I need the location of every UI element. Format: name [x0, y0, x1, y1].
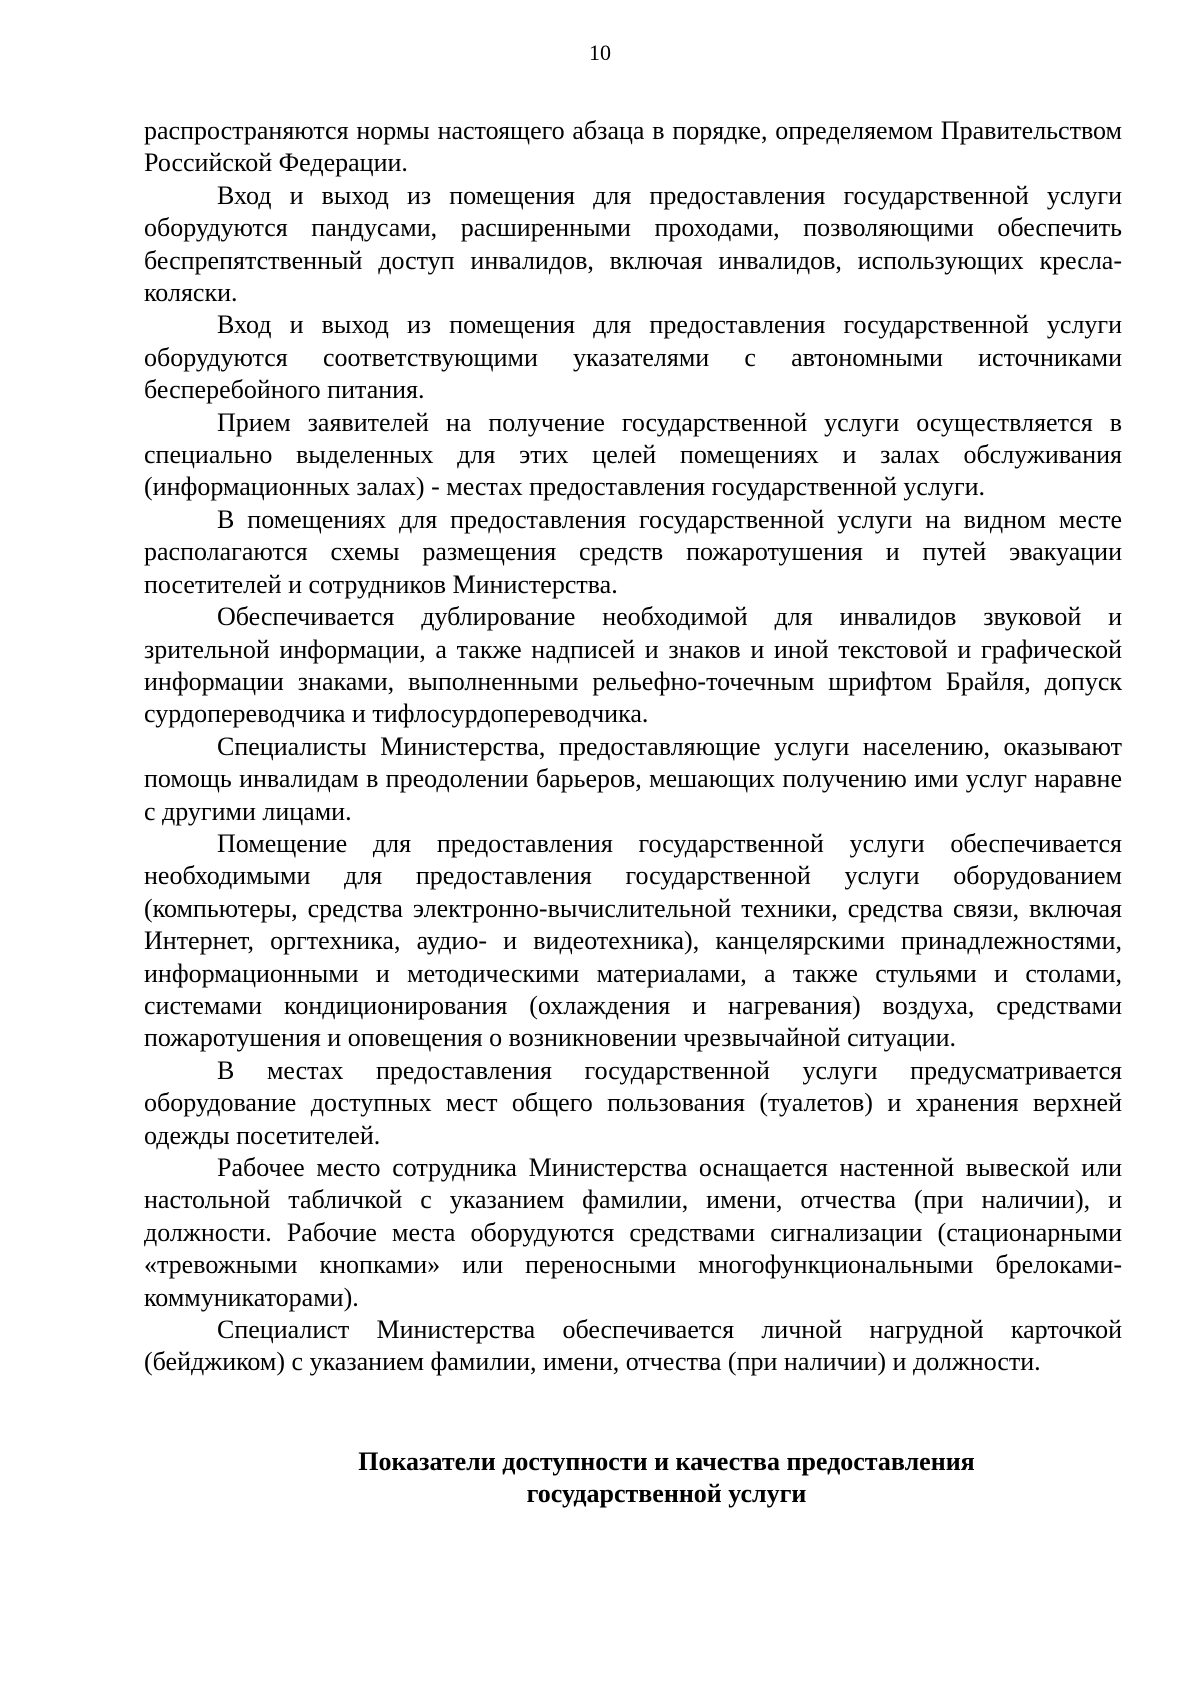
paragraph: Специалисты Министерства, предоставляющие услуги населению, оказывают помощь инвалидам в преодолении барьеров, мешающих получению ими услуг наравне с другими лицами. — [144, 731, 1122, 826]
section-heading — [144, 1446, 1189, 1510]
paragraph: Помещение для предоставления государственной услуги обеспечивается необходимыми для предоставления государственной услуги оборудованием (компьютеры, средства электронно-вычислительной техники, средства связи, включая Интернет, оргтехника, аудио- и видеотехника), канцелярскими принадлежностями, информационными и методическими материалами, а также стульями и столами, системами кондиционирования (охлаждения и нагревания) воздуха, средствами пожаротушения и оповещения о возникновении чрезвычайной ситуации. — [144, 828, 1122, 1053]
paragraph: Обеспечивается дублирование необходимой для инвалидов звуковой и зрительной информации, а также надписей и знаков и иной текстовой и графической информации знаками, выполненными рельефно-точечным шрифтом Брайля, допуск сурдопереводчика и тифлосурдопереводчика. — [144, 602, 1122, 729]
paragraph: распространяются нормы настоящего абзаца в порядке, определяемом Правительством Российской Федерации. — [144, 116, 1122, 178]
paragraph: Специалист Министерства обеспечивается личной нагрудной карточкой (бейджиком) с указанием фамилии, имени, отчества (при наличии) и должности. — [144, 1315, 1122, 1377]
paragraph: Прием заявителей на получение государственной услуги осуществляется в специально выделенных для этих целей помещениях и залах обслуживания (информационных залах) - местах предоставления государственной услуги. — [144, 407, 1122, 502]
paragraph: В местах предоставления государственной услуги предусматривается оборудование доступных мест общего пользования (туалетов) и хранения верхней одежды посетителей. — [144, 1055, 1122, 1150]
page-number: 10 — [589, 40, 611, 65]
paragraph: Вход и выход из помещения для предоставления государственной услуги оборудуются соответствующими указателями с автономными источниками бесперебойного питания. — [144, 310, 1122, 405]
body-text — [144, 115, 1122, 1379]
paragraph: В помещениях для предоставления государственной услуги на видном месте располагаются схемы размещения средств пожаротушения и путей эвакуации посетителей и сотрудников Министерства. — [144, 504, 1122, 599]
section-heading-line: государственной услуги — [526, 1479, 807, 1508]
paragraph: Вход и выход из помещения для предоставления государственной услуги оборудуются пандусами, расширенными проходами, позволяющими обеспечить беспрепятственный доступ инвалидов, включая инвалидов, использующих кресла-коляски. — [144, 180, 1122, 308]
section-heading-line: Показатели доступности и качества предоставления — [358, 1447, 975, 1476]
paragraph: Рабочее место сотрудника Министерства оснащается настенной вывеской или настольной табличкой с указанием фамилии, имени, отчества (при наличии), и должности. Рабочие места оборудуются средствами сигнализации (стационарными «тревожными кнопками» или переносными многофункциональными брелоками-коммуникаторами). — [144, 1153, 1122, 1312]
